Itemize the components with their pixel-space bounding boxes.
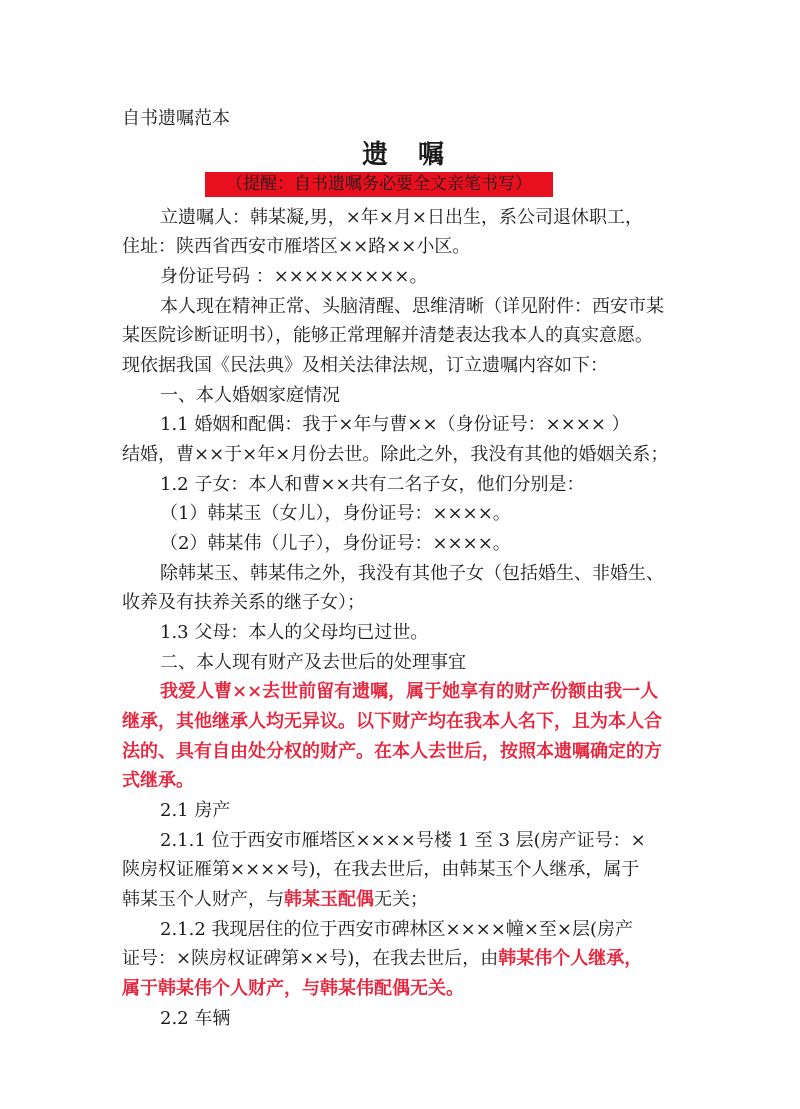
marriage-line-1: 1.1 婚姻和配偶：我于×年与曹××（身份证号：×××× ）: [160, 414, 630, 435]
child-1: （1）韩某玉（女儿），身份证号：××××。: [160, 503, 511, 524]
house-heading: 2.1 房产: [160, 800, 231, 821]
intro-line-1: 本人现在精神正常、头脑清醒、思维清晰（详见附件：西安市某: [160, 296, 664, 317]
house-1-line-3-start: 韩某玉个人财产，与: [122, 889, 284, 910]
parents-line: 1.3 父母：本人的父母均已过世。: [160, 622, 429, 643]
house-1-spouse-highlight: 韩某玉配偶: [284, 889, 374, 910]
testator-address: 住址：陕西省西安市雁塔区××路××小区。: [122, 236, 471, 257]
house-2-heir-highlight: 韩某伟个人继承，: [498, 948, 643, 969]
section-2-heading: 二、本人现有财产及去世后的处理事宜: [160, 652, 466, 673]
house-1-line-1: 2.1.1 位于西安市雁塔区××××号楼 1 至 3 层(房产证号：×: [160, 830, 646, 851]
inheritance-note-line-3: 法的、具有自由处分权的财产。在本人去世后，按照本遗嘱确定的方: [122, 741, 662, 762]
intro-line-2: 某医院诊断证明书），能够正常理解并清楚表达我本人的真实意愿。: [122, 325, 653, 346]
testator-line-1: 立遗嘱人：韩某凝,男，×年×月×日出生，系公司退休职工，: [160, 207, 643, 228]
testator-id: 身份证号码 ：×××××××××。: [160, 266, 428, 287]
reminder-banner: （提醒：自书遗嘱务必要全文亲笔书写）: [205, 172, 553, 197]
house-1-line-3-end: 无关；: [374, 889, 428, 910]
inheritance-note-line-4: 式继承。: [122, 770, 194, 791]
inheritance-note-line-1: 我爱人曹××去世前留有遗嘱，属于她享有的财产份额由我一人: [160, 681, 659, 702]
house-2-line-2-start: 证号：×陕房权证碑第××号)，在我去世后，由: [122, 948, 499, 969]
house-2-line-3: 属于韩某伟个人财产，与韩某伟配偶无关。: [122, 978, 464, 999]
intro-line-3: 现依据我国《民法典》及相关法律法规，订立遗嘱内容如下：: [122, 355, 608, 376]
marriage-line-2: 结婚，曹××于×年×月份去世。除此之外，我没有其他的婚姻关系；: [122, 444, 669, 465]
other-children-line-2: 收养及有扶养关系的继子女）；: [122, 592, 365, 613]
other-children-line-1: 除韩某玉、韩某伟之外，我没有其他子女（包括婚生、非婚生、: [160, 563, 664, 584]
section-1-heading: 一、本人婚姻家庭情况: [160, 385, 340, 406]
children-line: 1.2 子女：本人和曹××共有二名子女，他们分别是：: [160, 474, 585, 495]
inheritance-note-line-2: 继承，其他继承人均无异议。以下财产均在我本人名下，且为本人合: [122, 711, 662, 732]
document-title: 遗 嘱: [362, 140, 447, 170]
document-label: 自书遗嘱范本: [122, 108, 230, 129]
vehicle-heading: 2.2 车辆: [160, 1008, 231, 1029]
house-1-line-2: 陕房权证雁第××××号)，在我去世后，由韩某玉个人继承，属于: [122, 859, 640, 880]
child-2: （2）韩某伟（儿子），身份证号：××××。: [160, 533, 511, 554]
house-2-line-2: [122, 947, 642, 971]
house-2-line-1: 2.1.2 我现居住的位于西安市碑林区××××幢×至×层(房产: [160, 919, 634, 940]
house-1-line-3: [122, 888, 428, 912]
